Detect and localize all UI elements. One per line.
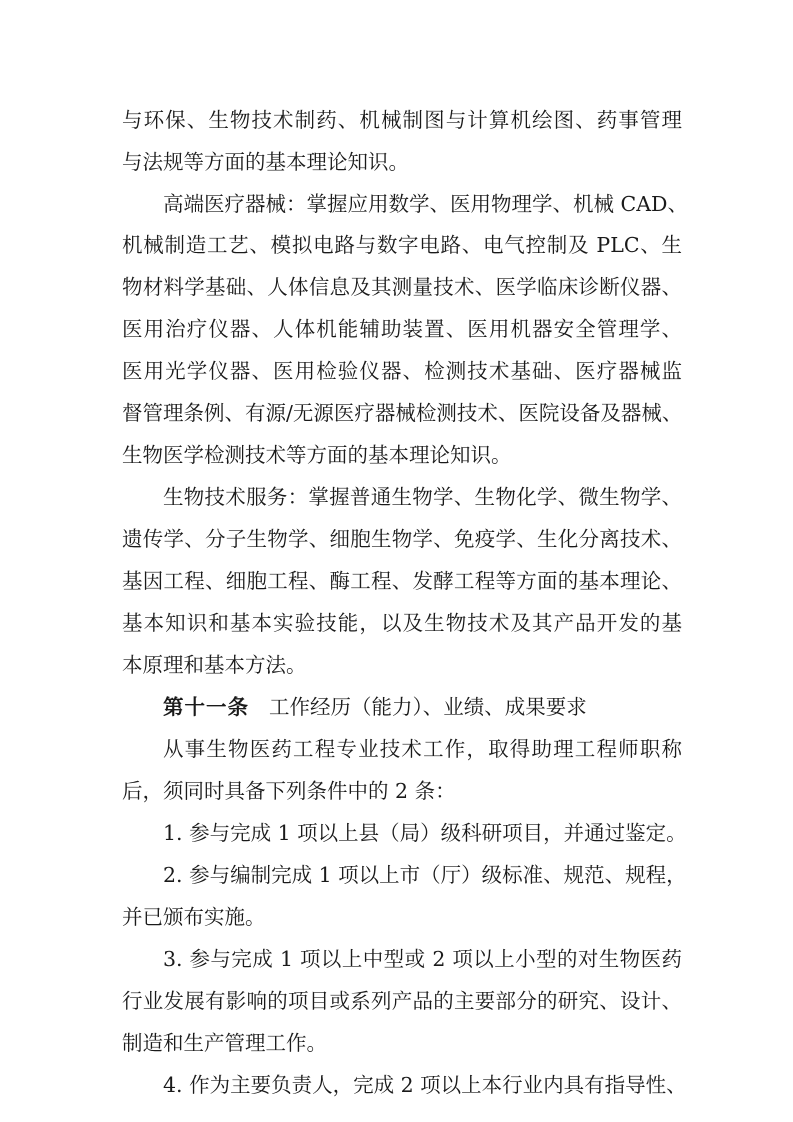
list-item-continued: 并已颁布实施。	[122, 905, 266, 929]
paragraph-line: 督管理条例、有源/无源医疗器械检测技术、医院设备及器械、	[122, 401, 683, 425]
paragraph-line: 与环保、生物技术制药、机械制图与计算机绘图、药事管理	[122, 108, 682, 132]
paragraph-line: 物材料学基础、人体信息及其测量技术、医学临床诊断仪器、	[122, 275, 682, 299]
paragraph-line: 遗传学、分子生物学、细胞生物学、免疫学、生化分离技术、	[122, 527, 682, 551]
paragraph-line: 后，须同时具备下列条件中的 2 条：	[122, 779, 456, 803]
list-item-continued: 制造和生产管理工作。	[122, 1031, 327, 1055]
paragraph-line: 基本知识和基本实验技能，以及生物技术及其产品开发的基	[122, 611, 682, 635]
paragraph-line: 生物医学检测技术等方面的基本理论知识。	[122, 443, 512, 467]
article-number: 第十一条	[163, 695, 249, 719]
paragraph-line: 从事生物医药工程专业技术工作，取得助理工程师职称	[163, 737, 682, 761]
list-item-continued: 行业发展有影响的项目或系列产品的主要部分的研究、设计、	[122, 989, 682, 1013]
article-heading	[163, 693, 682, 721]
paragraph-line: 高端医疗器械：掌握应用数学、医用物理学、机械 CAD、	[163, 192, 688, 216]
paragraph-line: 基因工程、细胞工程、酶工程、发酵工程等方面的基本理论、	[122, 569, 682, 593]
paragraph-line: 机械制造工艺、模拟电路与数字电路、电气控制及 PLC、生	[122, 233, 682, 257]
paragraph-line: 本原理和基本方法。	[122, 653, 307, 677]
list-item: 1. 参与完成 1 项以上县（局）级科研项目，并通过鉴定。	[163, 821, 687, 845]
list-item: 3. 参与完成 1 项以上中型或 2 项以上小型的对生物医药	[163, 947, 682, 971]
paragraph-line: 与法规等方面的基本理论知识。	[122, 150, 409, 174]
list-item: 4. 作为主要负责人，完成 2 项以上本行业内具有指导性、	[163, 1073, 687, 1097]
paragraph-line: 医用光学仪器、医用检验仪器、检测技术基础、医疗器械监	[122, 359, 682, 383]
paragraph-line: 生物技术服务：掌握普通生物学、生物化学、微生物学、	[163, 485, 682, 509]
paragraph-line: 医用治疗仪器、人体机能辅助装置、医用机器安全管理学、	[122, 317, 682, 341]
list-item: 2. 参与编制完成 1 项以上市（厅）级标准、规范、规程，	[163, 863, 687, 887]
article-title: 工作经历（能力）、业绩、成果要求	[269, 695, 587, 719]
